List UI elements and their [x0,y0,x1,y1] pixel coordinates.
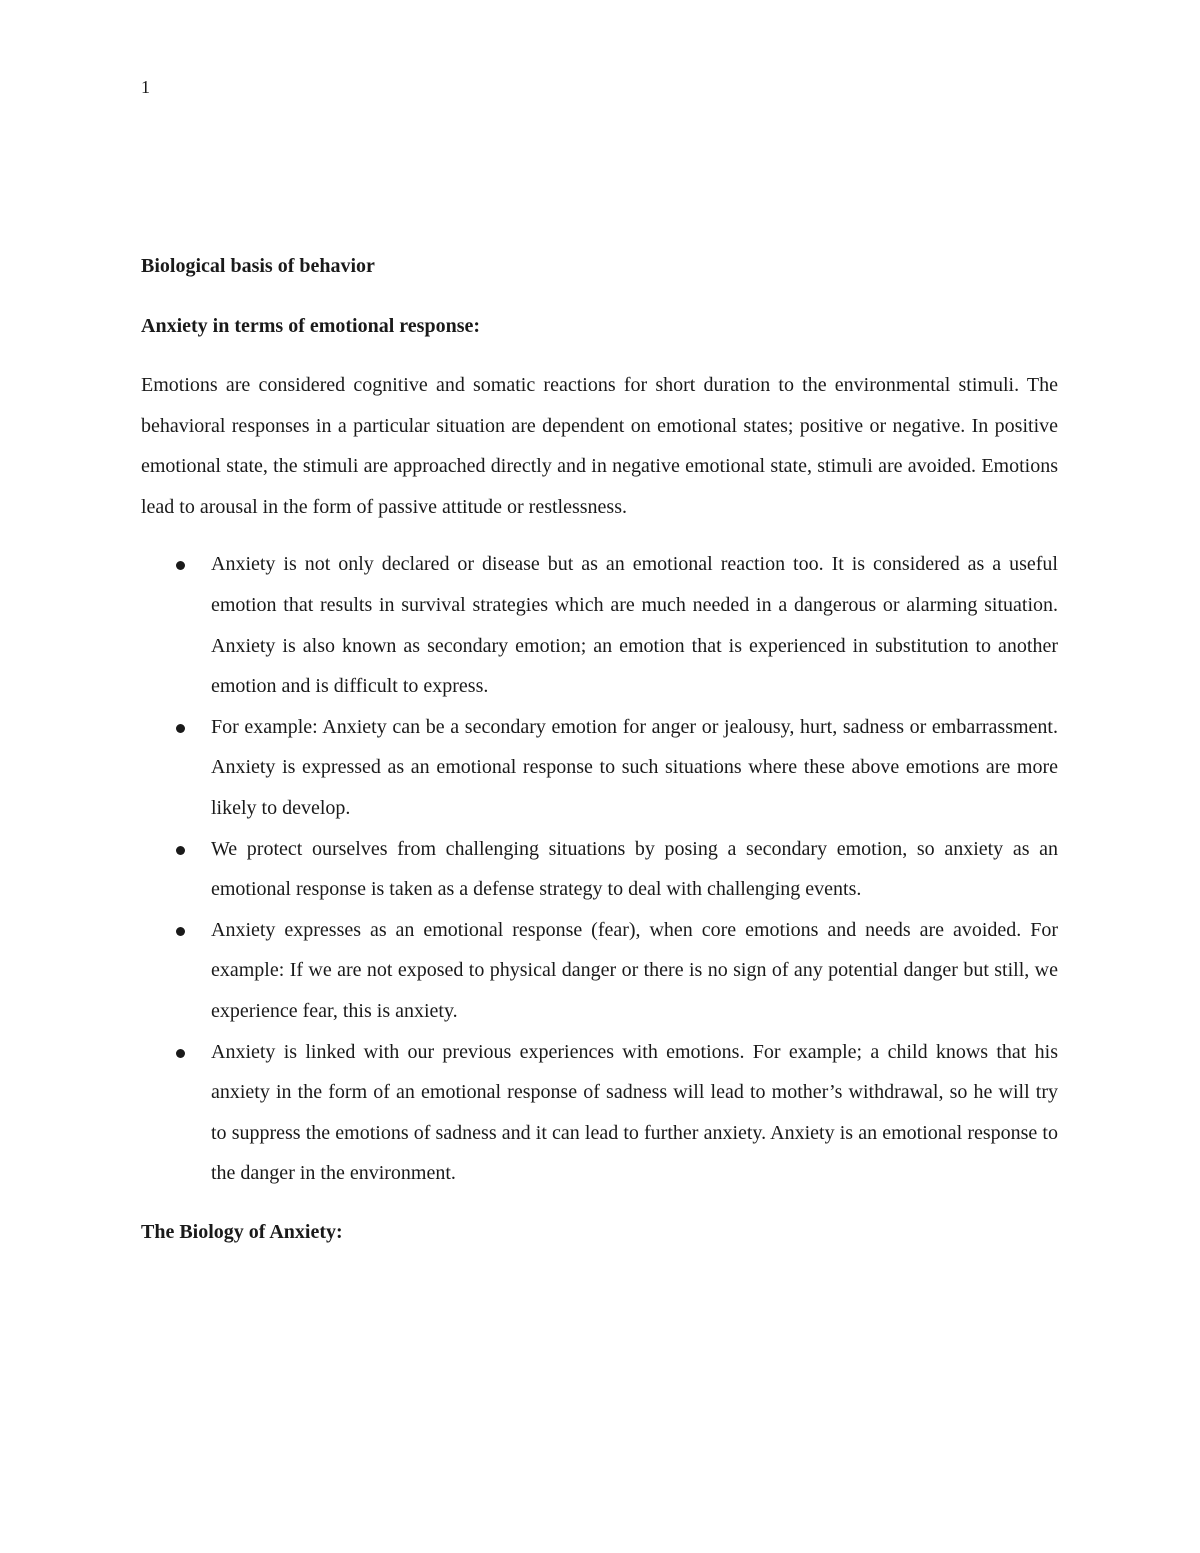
document-title: Biological basis of behavior [141,255,375,277]
next-section-heading: The Biology of Anxiety: [141,1220,343,1243]
bullet-icon [176,846,185,855]
bullet-icon [176,927,185,936]
bullet-text: Anxiety expresses as an emotional response (fear), when core emotions and needs are avoided. For example: If we are not exposed to physical danger or there is no sign of any potential danger but still, we experience fear, this is anxiety. [211,918,1058,1022]
bullet-item [141,910,1058,1032]
bullet-text: Anxiety is linked with our previous experiences with emotions. For example; a child knows that his anxiety in the form of an emotional response of sadness will lead to mother’s withdrawal, so he will try to suppress the emotions of sadness and it can lead to further anxiety. Anxiety is an emotional response to the danger in the environment. [211,1040,1058,1185]
bullet-item [141,707,1058,829]
bullet-icon [176,724,185,733]
page-number: 1 [141,77,150,97]
bullet-item [141,1032,1058,1194]
section-heading: Anxiety in terms of emotional response: [141,315,481,337]
bullet-list [141,544,1058,1194]
bullet-item [141,544,1058,706]
bullet-icon [176,561,185,570]
document-body [141,252,1058,1271]
bullet-text: For example: Anxiety can be a secondary emotion for anger or jealousy, hurt, sadness or embarrassment. Anxiety is expressed as an emotional response to such situations where these above emotions are more likely to develop. [211,715,1058,819]
bullet-text: Anxiety is not only declared or disease but as an emotional reaction too. It is considered as a useful emotion that results in survival strategies which are much needed in a dangerous or alarming situation. Anxiety is also known as secondary emotion; an emotion that is experienced in substitution to another emotion and is difficult to express. [211,553,1058,698]
bullet-icon [176,1049,185,1058]
bullet-item [141,829,1058,910]
intro-paragraph: Emotions are considered cognitive and somatic reactions for short duration to the environmental stimuli. The behavioral responses in a particular situation are dependent on emotional states; positive or negative. In positive emotional state, the stimuli are approached directly and in negative emotional state, stimuli are avoided. Emotions lead to arousal in the form of passive attitude or restlessness. [141,374,1058,518]
bullet-text: We protect ourselves from challenging situations by posing a secondary emotion, so anxiety as an emotional response is taken as a defense strategy to deal with challenging events. [211,837,1058,901]
